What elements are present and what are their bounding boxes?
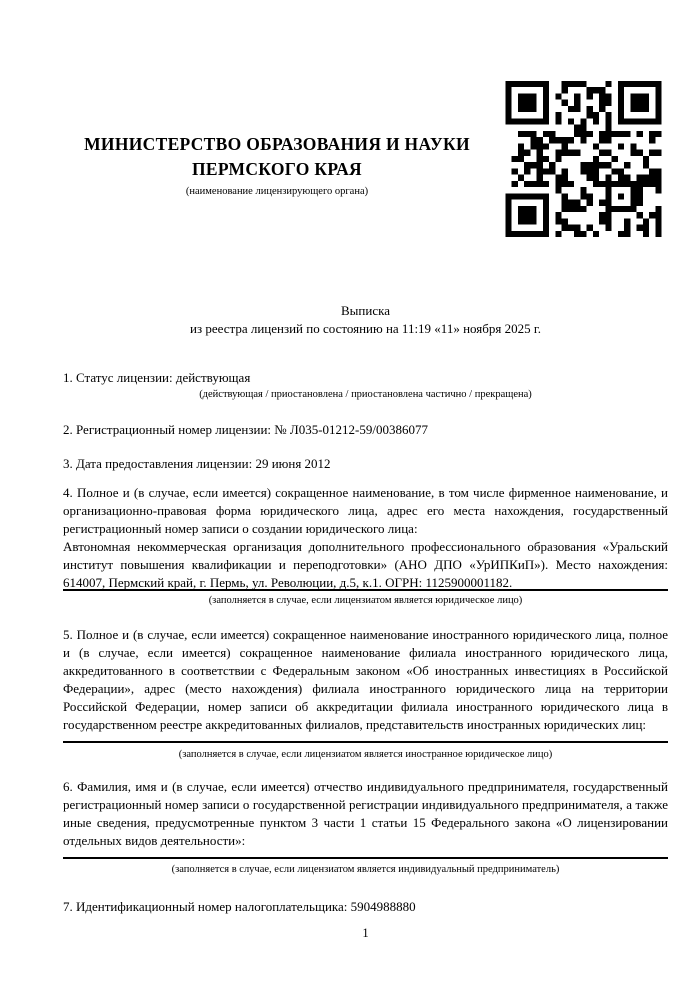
licensing-authority-caption: (наименование лицензирующего органа) [185,186,369,197]
item-2-registration-number: 2. Регистрационный номер лицензии: № Л035-01212-59/00386077 [63,422,429,437]
item-3-grant-date: 3. Дата предоставления лицензии: 29 июня 2012 [63,456,331,471]
item-4-legal-entity [63,484,668,592]
page-number: 1 [362,926,369,940]
item-4-note: (заполняется в случае, если лицензиатом является юридическое лицо) [208,595,523,606]
item-6-note: (заполняется в случае, если лицензиатом является индивидуальный предприниматель) [171,864,560,875]
item-1-status-options-note: (действующая / приостановлена / приостановлена частично / прекращена) [199,389,532,400]
document-title [63,302,668,337]
qr-code [505,81,662,237]
item-5-fill-line [63,741,668,743]
item-7-taxpayer-id: 7. Идентификационный номер налогоплательщика: 5904988880 [63,899,416,914]
item-1-license-status: 1. Статус лицензии: действующая [63,370,251,385]
item-4-label: 4. Полное и (в случае, если имеется) сокращенное наименование, в том числе фирменное наименование, и организационно-правовая форма юридического лица, адрес его места нахождения, государственный регистрационный номер записи о создании юридического лица: [63,485,668,536]
item-5-note: (заполняется в случае, если лицензиатом является иностранное юридическое лицо) [178,749,553,760]
document-title-line2: из реестра лицензий по состоянию на 11:19 «11» ноября 2025 г. [190,320,541,336]
item-4-fill-line [63,589,668,591]
ministry-name-line1: МИНИСТЕРСТВО ОБРАЗОВАНИЯ И НАУКИ [84,134,470,154]
document-title-line1: Выписка [341,303,390,318]
item-5-foreign-entity: 5. Полное и (в случае, если имеется) сокращенное наименование иностранного юридического лица, полное и (в случае, если имеется) сокращенное наименование филиала иностранного юридического лица, аккредитованного в соответствии с Федеральным законом «Об иностранных инвестициях в Российской Федерации», адрес (место нахождения) филиала иностранного юридического лица на территории Российской Федерации, номер записи об аккредитации филиала иностранного юридического лица в государственном реестре аккредитованных филиалов, представительств иностранных юридических лиц: [63,627,668,732]
item-6-fill-line [63,857,668,859]
item-4-value: Автономная некоммерческая организация дополнительного профессионального образования «Уральский институт повышения квалификации и переподготовки» (АНО ДПО «УрИПКиП»). Место нахождения: 614007, Пермский край, г. Пермь, ул. Революции, д.5, к.1. ОГРН: 1125900001182. [63,539,668,590]
ministry-header [63,132,491,182]
qr-code-image [505,81,662,237]
ministry-name-line2: ПЕРМСКОГО КРАЯ [192,159,362,179]
item-6-entrepreneur: 6. Фамилия, имя и (в случае, если имеется) отчество индивидуального предпринимателя, государственный регистрационный номер записи о государственной регистрации индивидуального предпринимателя, а также иные сведения, предусмотренные пунктом 3 части 1 статьи 15 Федерального закона «О лицензировании отдельных видов деятельности»: [63,779,668,848]
